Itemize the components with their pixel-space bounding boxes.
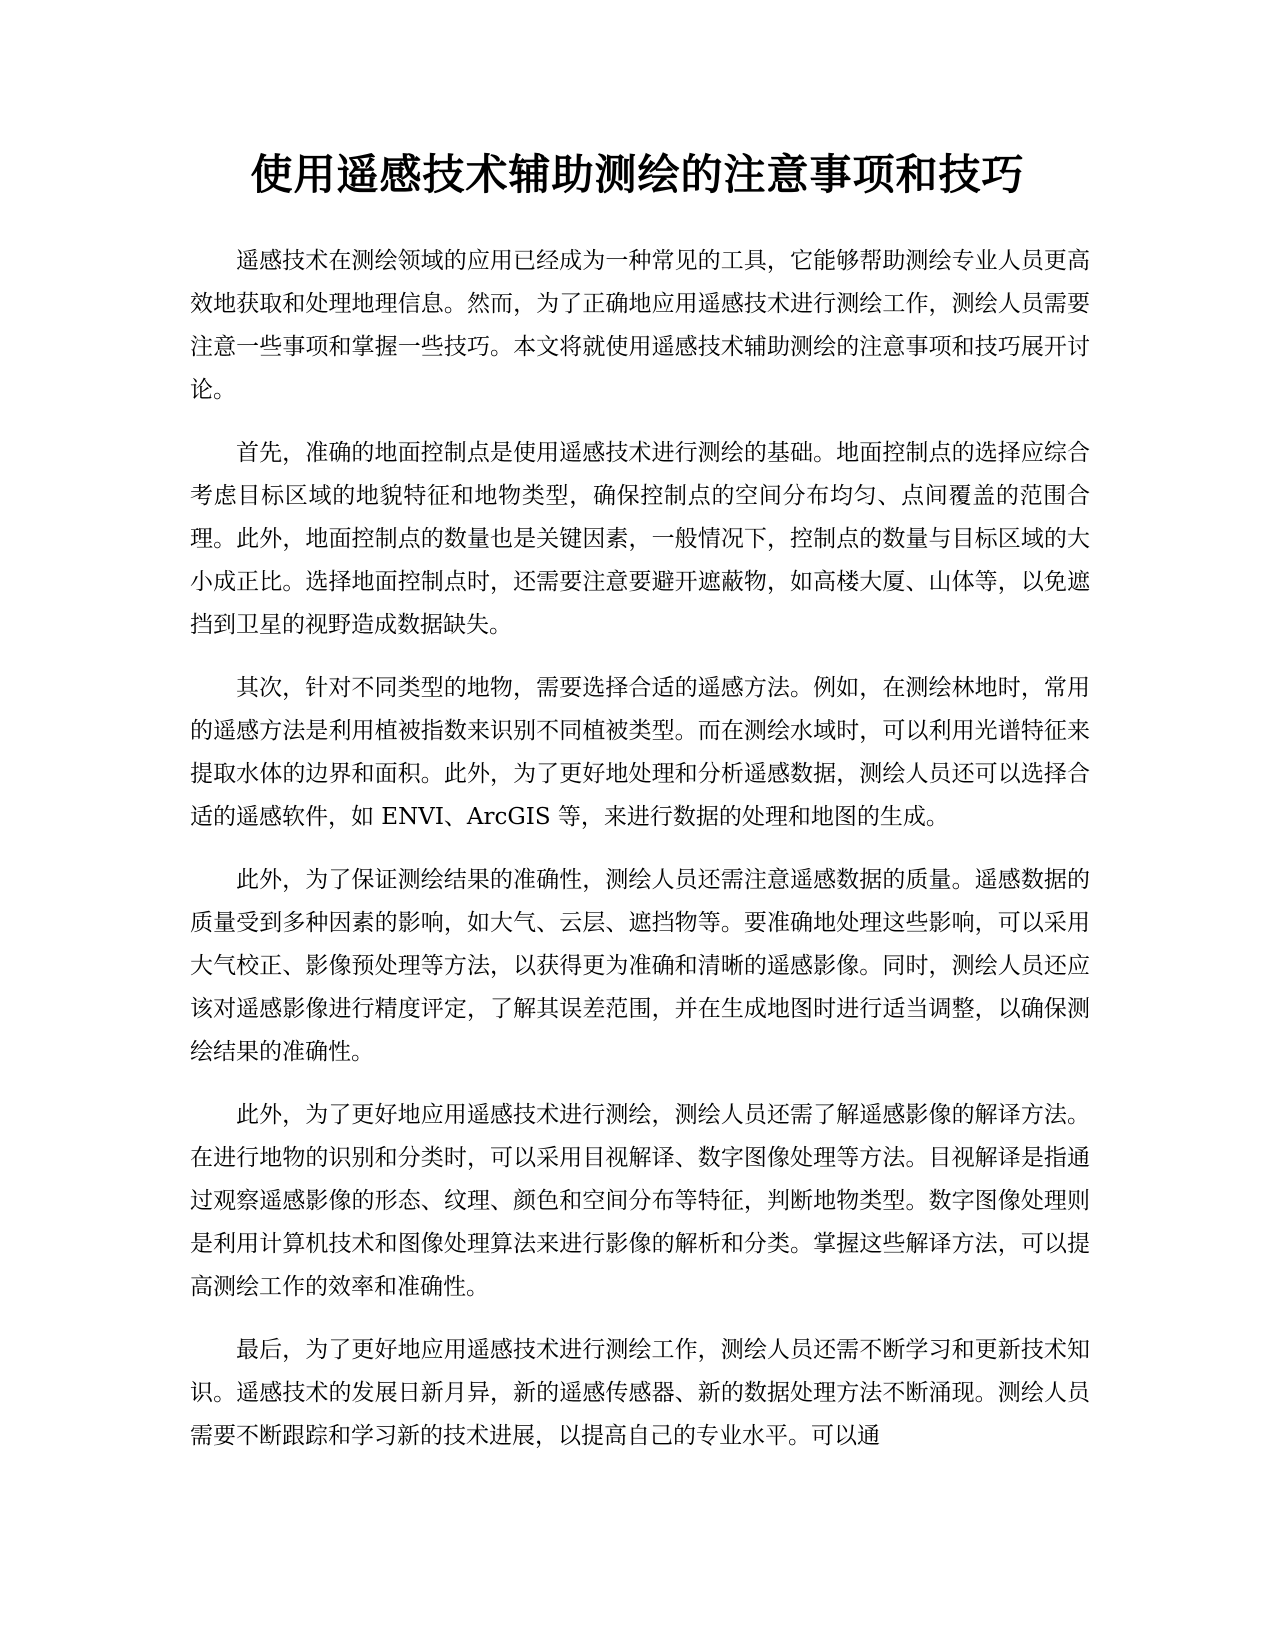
paragraph: 最后，为了更好地应用遥感技术进行测绘工作，测绘人员还需不断学习和更新技术知识。遥感技术的发展日新月异，新的遥感传感器、新的数据处理方法不断涌现。测绘人员需要不断跟踪和学习新的技术进展，以提高自己的专业水平。可以通 xyxy=(190,1337,1090,1449)
paragraph: 此外，为了保证测绘结果的准确性，测绘人员还需注意遥感数据的质量。遥感数据的质量受到多种因素的影响，如大气、云层、遮挡物等。要准确地处理这些影响，可以采用大气校正、影像预处理等方法，以获得更为准确和清晰的遥感影像。同时，测绘人员还应该对遥感影像进行精度评定，了解其误差范围，并在生成地图时进行适当调整，以确保测绘结果的准确性。 xyxy=(190,867,1090,1065)
paragraph: 此外，为了更好地应用遥感技术进行测绘，测绘人员还需了解遥感影像的解译方法。在进行地物的识别和分类时，可以采用目视解译、数字图像处理等方法。目视解译是指通过观察遥感影像的形态、纹理、颜色和空间分布等特征，判断地物类型。数字图像处理则是利用计算机技术和图像处理算法来进行影像的解析和分类。掌握这些解译方法，可以提高测绘工作的效率和准确性。 xyxy=(190,1102,1090,1300)
paragraph: 其次，针对不同类型的地物，需要选择合适的遥感方法。例如，在测绘林地时，常用的遥感方法是利用植被指数来识别不同植被类型。而在测绘水域时，可以利用光谱特征来提取水体的边界和面积。此外，为了更好地处理和分析遥感数据，测绘人员还可以选择合适的遥感软件，如 ENVI、ArcGIS 等，来进行数据的处理和地图的生成。 xyxy=(190,675,1090,830)
document-body xyxy=(190,240,1090,1478)
paragraph: 首先，准确的地面控制点是使用遥感技术进行测绘的基础。地面控制点的选择应综合考虑目标区域的地貌特征和地物类型，确保控制点的空间分布均匀、点间覆盖的范围合理。此外，地面控制点的数量也是关键因素，一般情况下，控制点的数量与目标区域的大小成正比。选择地面控制点时，还需要注意要避开遮蔽物，如高楼大厦、山体等，以免遮挡到卫星的视野造成数据缺失。 xyxy=(190,440,1090,638)
document-title: 使用遥感技术辅助测绘的注意事项和技巧 xyxy=(250,150,1025,199)
paragraph: 遥感技术在测绘领域的应用已经成为一种常见的工具，它能够帮助测绘专业人员更高效地获取和处理地理信息。然而，为了正确地应用遥感技术进行测绘工作，测绘人员需要注意一些事项和掌握一些技巧。本文将就使用遥感技术辅助测绘的注意事项和技巧展开讨论。 xyxy=(190,248,1090,403)
